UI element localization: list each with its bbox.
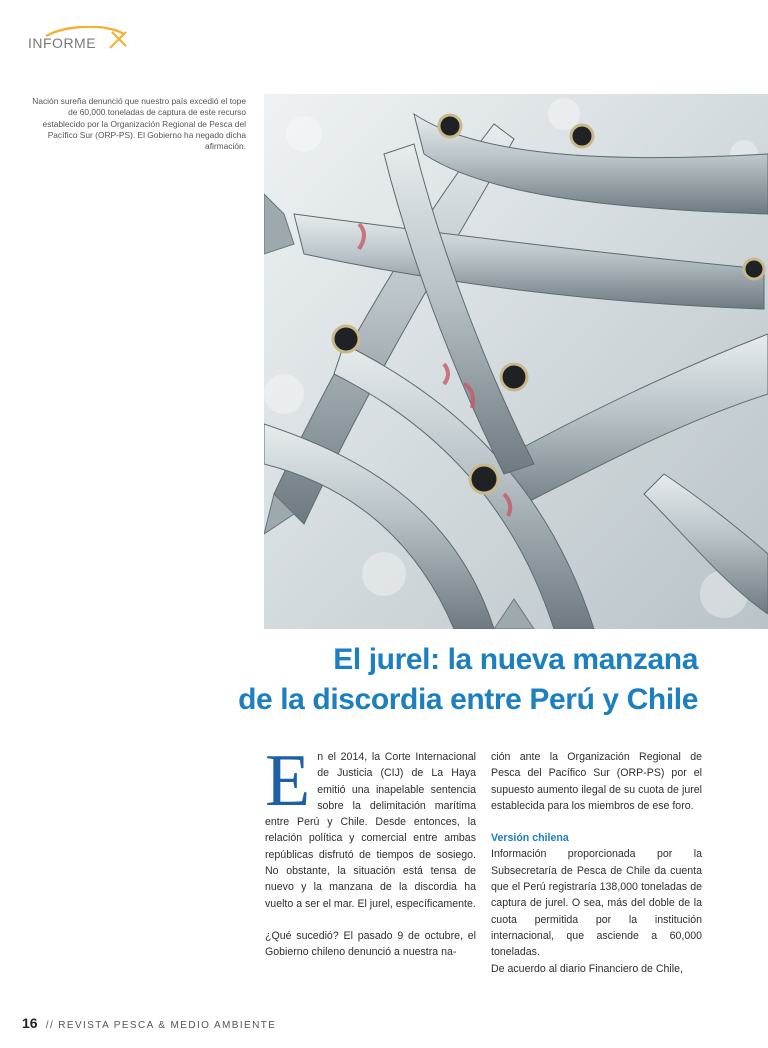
intro-text: n el 2014, la Corte Internacional de Justicia (CIJ) de La Haya emitió una inapelable sentencia sobre la delimitación marítima entre Perú y Chile. Desde entonces, la relación política y comercial entre ambas repúblicas disfrutó de tiempos de sosiego. No obstante, la situación está tensa de nuevo y la manzana de la discordia ha vuelto a ser el mar. El jurel, específicamente. xyxy=(265,751,476,910)
page-number: 16 xyxy=(22,1015,38,1031)
article-column-left xyxy=(265,740,476,977)
article-title xyxy=(138,640,698,720)
fish-photo xyxy=(264,94,768,629)
paragraph-financiero: De acuerdo al diario Financiero de Chile, xyxy=(491,962,683,975)
subheading-version-chilena: Versión chilena xyxy=(491,832,569,845)
publication-name: // REVISTA PESCA & MEDIO AMBIENTE xyxy=(45,1020,277,1031)
title-line-2: de la discordia entre Perú y Chile xyxy=(238,683,698,716)
drop-cap: E xyxy=(265,740,311,822)
photo-caption: Nación sureña denunció que nuestro país excedió el tope de 60,000 toneladas de captura de este recurso establecido por la Organización Regional de Pesca del Pacífico Sur (ORP-PS). El Gobierno ha negado dicha afirmación. xyxy=(32,96,246,152)
section-logo xyxy=(28,26,138,52)
section-label: INFORME xyxy=(28,35,97,51)
article-column-right xyxy=(491,749,702,977)
title-line-1: El jurel: la nueva manzana xyxy=(333,643,698,676)
fish-on-ice-image xyxy=(264,94,768,629)
paragraph-question-start: ¿Qué sucedió? El pasado 9 de octubre, el Gobierno chileno denunció a nuestra na- xyxy=(265,929,476,959)
paragraph-chile-info: Información proporcionada por la Subsecretaría de Pesca de Chile da cuenta que el Perú registraría 138,000 toneladas de captura de jurel. O sea, más del doble de la cuota permitida por la institución internacional, que asciende a 60,000 toneladas. xyxy=(491,848,702,959)
paragraph-question-end: ción ante la Organización Regional de Pesca del Pacífico Sur (ORP-PS) por el supuesto aumento ilegal de su cuota de jurel establecida para los miembros de ese foro. xyxy=(491,751,702,812)
page-footer xyxy=(22,1015,276,1031)
paragraph-intro xyxy=(265,740,476,912)
